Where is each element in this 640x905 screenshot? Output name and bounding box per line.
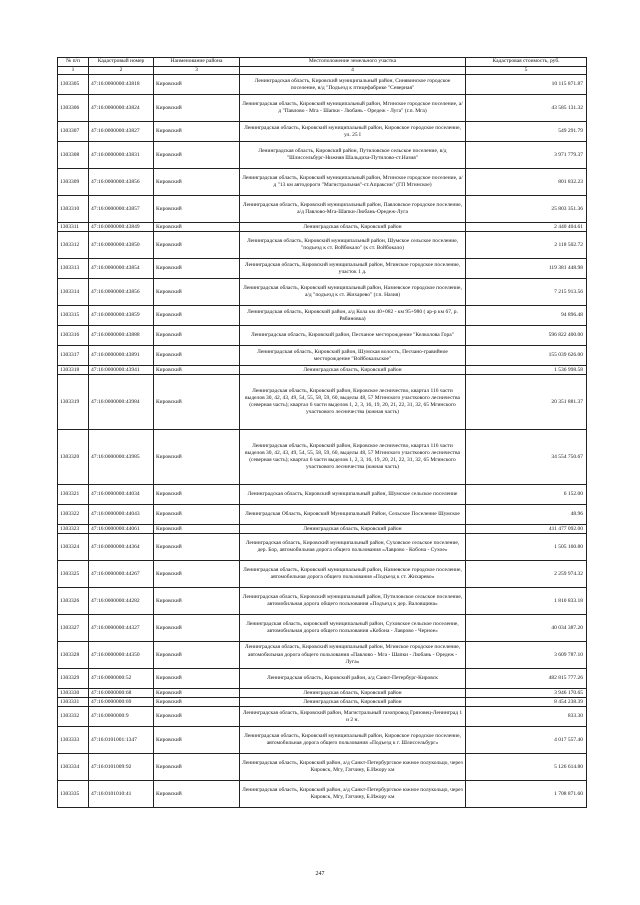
table-row (58, 727, 587, 754)
cadastral-number-cell: 47:16:0000000:43849 (89, 223, 154, 232)
row-number-cell: 1303311 (58, 223, 89, 232)
header-row-number: № п/п (58, 58, 89, 67)
district-name-cell: Кировский (154, 122, 240, 142)
cadastral-value-cell: 2 118 502.72 (466, 232, 587, 259)
table-row (58, 279, 587, 306)
district-name-cell: Кировский (154, 75, 240, 95)
row-number-cell: 1303322 (58, 505, 89, 525)
row-number-cell: 1303324 (58, 534, 89, 561)
row-number-cell: 1303326 (58, 588, 89, 615)
cadastral-value-cell: 482 815 777.26 (466, 669, 587, 689)
cadastral-number-cell: 47:16:0000000:43827 (89, 122, 154, 142)
page-number: 247 (315, 871, 325, 877)
location-cell: Ленинградская область, Кировский район, а/д Кола км 40+082 - км 95+980 ( ар-р км 67, р. Рябиновка) (240, 306, 466, 326)
location-cell: Ленинградская область, Кировский район, а/д Санкт-Петербург-Кировск (240, 669, 466, 689)
table-row (58, 561, 587, 588)
district-name-cell: Кировский (154, 642, 240, 669)
cadastral-number-cell: 47:16:0000000:44327 (89, 615, 154, 642)
district-name-cell: Кировский (154, 754, 240, 781)
table-header-row (58, 58, 587, 67)
row-number-cell: 1303327 (58, 615, 89, 642)
location-cell: Ленинградская область, Кировский муниципальный район, Синявинское городское поселение, в/д "Подъезд к птицефабрике "Северная" (240, 75, 466, 95)
cadastral-number-cell: 47:16:0000000:43859 (89, 306, 154, 326)
cadastral-number-cell: 47:16:0000000:44034 (89, 485, 154, 505)
cadastral-value-cell: 411 477 092.00 (466, 525, 587, 534)
location-cell: Ленинградская область, Кировский муниципальный район, Шумское сельское поселение (240, 485, 466, 505)
cadastral-number-cell: 47:16:0000000:44364 (89, 534, 154, 561)
location-cell: Ленинградская область, Кировский муниципальный район, Кировское городское поселение, ул. 25 I (240, 122, 466, 142)
district-name-cell: Кировский (154, 505, 240, 525)
table-row (58, 485, 587, 505)
row-number-cell: 1303306 (58, 95, 89, 122)
cadastral-number-cell: 47:16:0000000:44043 (89, 505, 154, 525)
cadastral-value-cell: 3 609 787.10 (466, 642, 587, 669)
row-number-cell: 1303314 (58, 279, 89, 306)
district-name-cell: Кировский (154, 366, 240, 375)
cadastral-number-cell: 47:16:0000000:43856 (89, 169, 154, 196)
table-row (58, 642, 587, 669)
cadastral-number-cell: 47:16:0000000:43850 (89, 232, 154, 259)
cadastral-value-cell: 40 034 387.20 (466, 615, 587, 642)
cadastral-value-cell: 801 832.23 (466, 169, 587, 196)
location-cell: Ленинградская Область, Кировский Муниципальный Район, Сельское Поселение Шумское (240, 505, 466, 525)
location-cell: Ленинградская область, Кировский район, а/д Санкт-Петербургское южное полукольцо, через Кировск, Мгу, Гатчину, Б.Ижору км (240, 754, 466, 781)
row-number-cell: 1303334 (58, 754, 89, 781)
district-name-cell: Кировский (154, 781, 240, 808)
cadastral-number-cell: 47:16:0101010:41 (89, 781, 154, 808)
cadastral-value-table (57, 57, 587, 808)
location-cell: Ленинградская область, Кировский муниципальный район, Суховское сельское поселение, дер. Бор, автомобильная дорога общего пользования «Лаврово - Кобона - Сухое» (240, 534, 466, 561)
cadastral-number-cell: 47:16:0000000:9 (89, 707, 154, 727)
row-number-cell: 1303332 (58, 707, 89, 727)
table-row (58, 669, 587, 689)
location-cell: Ленинградская область, Кировский муниципальный район, Назиевское городское поселение, автомобильная дорога общего пользования «Подъезд к ст. Жихарево» (240, 561, 466, 588)
document-page (57, 57, 586, 808)
table-row (58, 196, 587, 223)
district-name-cell: Кировский (154, 232, 240, 259)
district-name-cell: Кировский (154, 615, 240, 642)
table-row (58, 534, 587, 561)
location-cell: Ленинградская область, Кировский район, Путиловское сельское поселение, в/д "Шлиссельбург-Нижняя Шальдиха-Путилово-ст.Назия" (240, 142, 466, 169)
cadastral-number-cell: 47:16:0000000:43888 (89, 326, 154, 346)
row-number-cell: 1303307 (58, 122, 89, 142)
cadastral-value-cell: 833.30 (466, 707, 587, 727)
district-name-cell: Кировский (154, 485, 240, 505)
row-number-cell: 1303329 (58, 669, 89, 689)
cadastral-number-cell: 47:16:0000000:43831 (89, 142, 154, 169)
table-row (58, 375, 587, 430)
row-number-cell: 1303318 (58, 366, 89, 375)
header-district-name: Наименование района (154, 58, 240, 67)
table-row (58, 306, 587, 326)
district-name-cell: Кировский (154, 707, 240, 727)
district-name-cell: Кировский (154, 169, 240, 196)
table-row (58, 698, 587, 707)
district-name-cell: Кировский (154, 279, 240, 306)
location-cell: Ленинградская область, Кировский район (240, 689, 466, 698)
cadastral-number-cell: 47:16:0000000:43856 (89, 279, 154, 306)
column-number: 3 (154, 67, 240, 75)
cadastral-number-cell: 47:16:0101001:1347 (89, 727, 154, 754)
cadastral-value-cell: 155 039 626.00 (466, 346, 587, 366)
location-cell: Ленинградская область, Кировский район, а/д Санкт-Петербургское южное полукольцо, через Кировск, Мгу, Гатчину, Б.Ижору км (240, 781, 466, 808)
row-number-cell: 1303316 (58, 326, 89, 346)
table-row (58, 169, 587, 196)
cadastral-value-cell: 8 454 238.39 (466, 698, 587, 707)
district-name-cell: Кировский (154, 259, 240, 279)
cadastral-value-cell: 2 440 404.61 (466, 223, 587, 232)
table-row (58, 232, 587, 259)
cadastral-value-cell: 596 822 400.00 (466, 326, 587, 346)
cadastral-number-cell: 47:16:0000000:44267 (89, 561, 154, 588)
district-name-cell: Кировский (154, 430, 240, 485)
cadastral-value-cell: 7 215 913.56 (466, 279, 587, 306)
location-cell: Ленинградская область, Кировский район (240, 223, 466, 232)
table-row (58, 588, 587, 615)
column-number-row (58, 67, 587, 75)
row-number-cell: 1303313 (58, 259, 89, 279)
district-name-cell: Кировский (154, 727, 240, 754)
table-row (58, 95, 587, 122)
cadastral-value-cell: 25 803 351.36 (466, 196, 587, 223)
table-row (58, 615, 587, 642)
location-cell: Ленинградская область, Кировский район (240, 366, 466, 375)
header-cadastral-number: Кадастровый номер (89, 58, 154, 67)
district-name-cell: Кировский (154, 306, 240, 326)
cadastral-number-cell: 47:16:0000000:68 (89, 689, 154, 698)
row-number-cell: 1303321 (58, 485, 89, 505)
location-cell: Ленинградская область, Кировский район, Кировское лесничество, квартал 116 части выделов 30, 42, 43, 49, 54, 55, 58, 59, 60, выделы 48, 57 Мгинского участкового лесничества (северная часть); квартал 6 части выделов 1, 2, 3, 16, 19, 20, 21, 22, 31, 32, 65 Мгинского участкового лесничества (южная часть) (240, 375, 466, 430)
cadastral-value-cell: 119 381 448.98 (466, 259, 587, 279)
location-cell: Ленинградская область, Кировский район, Магистральный газопровод Грязовец-Ленинград 1 и 2 н. (240, 707, 466, 727)
table-row (58, 142, 587, 169)
district-name-cell: Кировский (154, 534, 240, 561)
cadastral-value-cell: 1 536 998.58 (466, 366, 587, 375)
cadastral-value-cell: 5 126 614.80 (466, 754, 587, 781)
cadastral-value-cell: 48.96 (466, 505, 587, 525)
location-cell: Ленинградская область, Кировский муниципальный район, Путиловское сельское поселение, автомобильная дорога общего пользования «Подъезд к дер. Валовщина» (240, 588, 466, 615)
cadastral-value-cell: 2 259 974.32 (466, 561, 587, 588)
location-cell: Ленинградская область, Кировский муниципальный район, Мгинское городское поселение, а/д "13 км автодороги "Магистральная"-ст.Апраксин" (ГП Мгинское) (240, 169, 466, 196)
table-row (58, 754, 587, 781)
cadastral-number-cell: 47:16:0000000:44282 (89, 588, 154, 615)
district-name-cell: Кировский (154, 525, 240, 534)
column-number: 1 (58, 67, 89, 75)
table-row (58, 326, 587, 346)
cadastral-number-cell: 47:16:0000000:43824 (89, 95, 154, 122)
district-name-cell: Кировский (154, 561, 240, 588)
cadastral-number-cell: 47:16:0000000:52 (89, 669, 154, 689)
row-number-cell: 1303323 (58, 525, 89, 534)
cadastral-value-cell: 43 585 131.32 (466, 95, 587, 122)
row-number-cell: 1303310 (58, 196, 89, 223)
table-body (58, 75, 587, 808)
location-cell: Ленинградская область, Кировский муниципальный район, Шумское сельское поселение, "подъезд к ст. Войбокало" (к ст. Войбокало) (240, 232, 466, 259)
cadastral-number-cell: 47:16:0000000:43857 (89, 196, 154, 223)
district-name-cell: Кировский (154, 95, 240, 122)
location-cell: Ленинградская область, Кировский муниципальный район, Мгинское городское поселение, а/д "Павлово - Мга - Шапки - Любань - Оредеж - Луга" (г.п. Мга) (240, 95, 466, 122)
table-row (58, 366, 587, 375)
location-cell: Ленинградская область, Кировский район, Шумская волость, Песчано-гравийное месторождение "Войбокальское" (240, 346, 466, 366)
cadastral-value-cell: 1 505 160.80 (466, 534, 587, 561)
cadastral-value-cell: 34 554 750.67 (466, 430, 587, 485)
district-name-cell: Кировский (154, 142, 240, 169)
row-number-cell: 1303308 (58, 142, 89, 169)
district-name-cell: Кировский (154, 196, 240, 223)
table-row (58, 259, 587, 279)
row-number-cell: 1303325 (58, 561, 89, 588)
table-row (58, 430, 587, 485)
cadastral-value-cell: 549 291.79 (466, 122, 587, 142)
location-cell: Ленинградская область, Кировский муниципальный район, Мгинское городское поселение, участок 1 д. (240, 259, 466, 279)
district-name-cell: Кировский (154, 669, 240, 689)
row-number-cell: 1303328 (58, 642, 89, 669)
cadastral-number-cell: 47:16:0000000:43985 (89, 430, 154, 485)
cadastral-value-cell: 10 115 871.87 (466, 75, 587, 95)
row-number-cell: 1303315 (58, 306, 89, 326)
table-row (58, 223, 587, 232)
location-cell: Ленинградская область, кировский муниципальный район, Суховское сельское поселение, автомобильная дорога общего пользования «Кобона - Лаврово - Черное» (240, 615, 466, 642)
cadastral-number-cell: 47:16:0000000:43854 (89, 259, 154, 279)
row-number-cell: 1303330 (58, 689, 89, 698)
row-number-cell: 1303305 (58, 75, 89, 95)
table-row (58, 346, 587, 366)
location-cell: Ленинградская область, Кировский муниципальный район, Кировское городское поселение, автомобильная дорога общего пользования «Подъезд к г. Шлиссельбург» (240, 727, 466, 754)
location-cell: Ленинградская область, Кировский муниципальный район, Назиевское городское поселение, а/д "подъезд к ст. Жихарево" (г.п. Назия) (240, 279, 466, 306)
location-cell: Ленинградская область, Кировский район, Кировское лесничество, квартал 116 части выделов 30, 42, 43, 49, 54, 55, 58, 59, 60, выделы 48, 57 Мгинского участкового лесничества (северная часть); квартал 6 части выделов 1, 2, 3, 16, 19, 20, 21, 22, 31, 32, 65 Мгинского участкового лесничества (южная часть) (240, 430, 466, 485)
column-number: 4 (240, 67, 466, 75)
cadastral-number-cell: 47:16:0000000:44350 (89, 642, 154, 669)
table-row (58, 689, 587, 698)
cadastral-number-cell: 47:16:0000000:43984 (89, 375, 154, 430)
table-row (58, 781, 587, 808)
row-number-cell: 1303335 (58, 781, 89, 808)
district-name-cell: Кировский (154, 326, 240, 346)
table-row (58, 75, 587, 95)
table-row (58, 707, 587, 727)
table-row (58, 122, 587, 142)
district-name-cell: Кировский (154, 346, 240, 366)
table-row (58, 525, 587, 534)
table-row (58, 505, 587, 525)
district-name-cell: Кировский (154, 588, 240, 615)
row-number-cell: 1303317 (58, 346, 89, 366)
cadastral-number-cell: 47:16:0000000:43941 (89, 366, 154, 375)
row-number-cell: 1303312 (58, 232, 89, 259)
row-number-cell: 1303320 (58, 430, 89, 485)
cadastral-value-cell: 1 708 871.60 (466, 781, 587, 808)
row-number-cell: 1303309 (58, 169, 89, 196)
header-land-location: Местоположение земельного участка (240, 58, 466, 67)
row-number-cell: 1303333 (58, 727, 89, 754)
column-number: 2 (89, 67, 154, 75)
location-cell: Ленинградская область, Кировский муниципальный район, Мгинское городское поселение, автомобильная дорога общего пользования «Павлово - Мга - Шапки - Любань - Оредеж - Луга» (240, 642, 466, 669)
cadastral-value-cell: 6 152.00 (466, 485, 587, 505)
location-cell: Ленинградская область, Кировский район (240, 525, 466, 534)
location-cell: Ленинградская область, Кировский муниципальный район, Павловское городское поселение, а/д Павлово-Мга-Шапки-Любань-Оредеж-Луга (240, 196, 466, 223)
district-name-cell: Кировский (154, 689, 240, 698)
district-name-cell: Кировский (154, 698, 240, 707)
header-cadastral-value: Кадастровая стоимость, руб. (466, 58, 587, 67)
district-name-cell: Кировский (154, 223, 240, 232)
cadastral-value-cell: 3 971 779.37 (466, 142, 587, 169)
row-number-cell: 1303331 (58, 698, 89, 707)
cadastral-value-cell: 1 810 833.18 (466, 588, 587, 615)
cadastral-number-cell: 47:16:0000000:43891 (89, 346, 154, 366)
row-number-cell: 1303319 (58, 375, 89, 430)
cadastral-number-cell: 47:16:0000000:69 (89, 698, 154, 707)
location-cell: Ленинградская область, Кировский район (240, 698, 466, 707)
cadastral-number-cell: 47:16:0000000:44061 (89, 525, 154, 534)
cadastral-value-cell: 94 896.48 (466, 306, 587, 326)
cadastral-number-cell: 47:16:0101009:92 (89, 754, 154, 781)
district-name-cell: Кировский (154, 375, 240, 430)
cadastral-number-cell: 47:16:0000000:43818 (89, 75, 154, 95)
cadastral-value-cell: 4 017 557.40 (466, 727, 587, 754)
cadastral-value-cell: 3 946 170.65 (466, 689, 587, 698)
cadastral-value-cell: 20 351 881.37 (466, 375, 587, 430)
location-cell: Ленинградская область, Кировский район, Песчаное месторождение "Келколова Гора" (240, 326, 466, 346)
column-number: 5 (466, 67, 587, 75)
